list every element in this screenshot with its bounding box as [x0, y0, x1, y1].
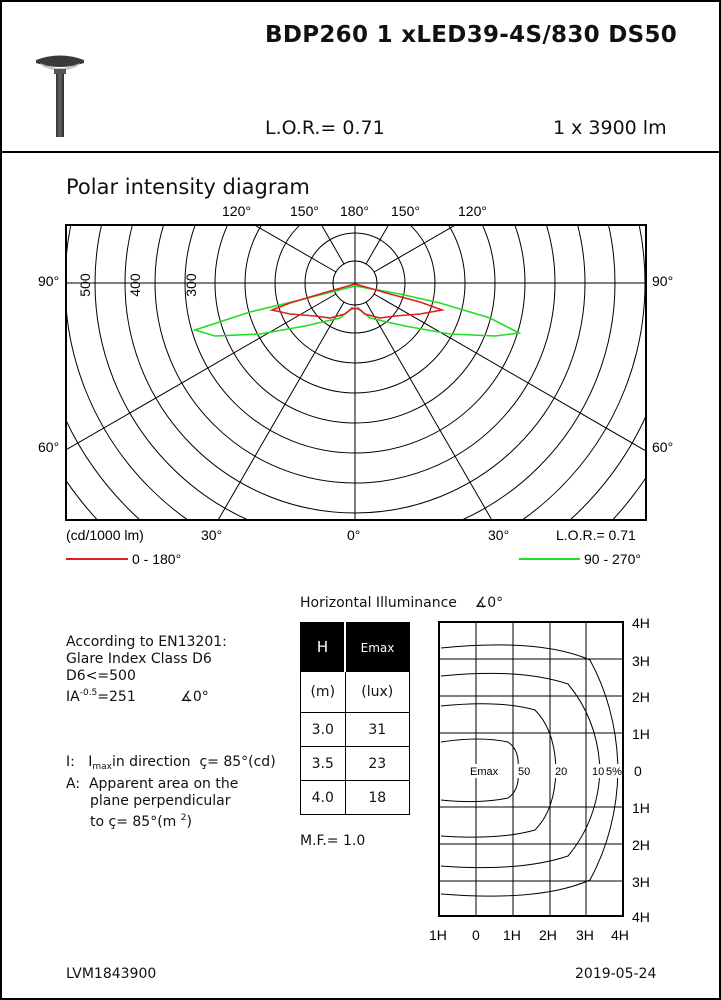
axis-label-right: 3H — [632, 653, 650, 669]
doc-date: 2019-05-24 — [575, 966, 657, 982]
glare-ia: $IA^{-0.5}=251$ ∡0° — [66, 688, 209, 705]
angle-label-bottom: 0° — [347, 527, 361, 543]
angle-label-top: 150° — [391, 203, 420, 219]
radial-label: 300 — [183, 273, 199, 297]
glare-line: Glare Index Class D6 — [66, 651, 212, 667]
header-lumens: 1 x 3900 lm — [553, 117, 667, 139]
angle-label-top: 120° — [458, 203, 487, 219]
product-title: BDP260 1 xLED39-4S/830 DS50 — [265, 22, 678, 48]
glare-line: According to EN13201: — [66, 634, 227, 650]
note-a: A: Apparent area on the — [66, 776, 239, 792]
axis-label-right: 0 — [634, 763, 642, 779]
angle-label-bottom: 30° — [488, 527, 510, 543]
axis-label-right: 2H — [632, 837, 650, 853]
angle-label-bottom: 30° — [201, 527, 223, 543]
polar-unit: (cd/1000 lm) — [66, 527, 144, 543]
axis-label-bottom: 1H — [503, 927, 521, 943]
note-a-line: to ç= 85°(m $^2$) — [90, 813, 192, 830]
polar-lor: L.O.R.= 0.71 — [556, 527, 636, 543]
angle-label-top: 180° — [340, 203, 369, 219]
polar-title: Polar intensity diagram — [66, 175, 310, 199]
axis-label-right: 1H — [632, 726, 650, 742]
angle-label-side: 60° — [652, 439, 674, 455]
axis-label-bottom: 4H — [611, 927, 629, 943]
angle-label-side: 90° — [652, 273, 674, 289]
contour-label: Emax — [470, 766, 499, 778]
axis-label-bottom: 0 — [472, 927, 480, 943]
col-header-h: H — [301, 623, 346, 672]
axis-label-right: 4H — [632, 909, 650, 925]
contour-label: 50 — [518, 766, 531, 778]
axis-label-right: 4H — [632, 615, 650, 631]
legend-red-label: 0 - 180° — [132, 551, 182, 567]
note-a-line: plane perpendicular — [90, 793, 231, 809]
axis-label-bottom: 3H — [576, 927, 594, 943]
doc-id: LVM1843900 — [66, 966, 157, 982]
table-row: 3.5 23 — [301, 747, 410, 781]
contour-label: 5% — [606, 766, 622, 778]
contour-label: 10 — [592, 766, 605, 778]
axis-label-right: 2H — [632, 689, 650, 705]
table-row: 4.0 18 — [301, 781, 410, 815]
legend-green-label: 90 - 270° — [584, 551, 641, 567]
angle-symbol-icon: ∡ — [474, 595, 488, 611]
contour-label: 20 — [555, 766, 568, 778]
axis-label-bottom: 1H — [429, 927, 447, 943]
gamma-symbol-icon: ç — [108, 814, 117, 830]
axis-label-bottom: 2H — [539, 927, 557, 943]
angle-label-top: 120° — [222, 203, 251, 219]
radial-label: 500 — [77, 273, 93, 297]
unit-h: (m) — [301, 672, 346, 713]
angle-label-side: 60° — [38, 439, 60, 455]
angle-label-top: 150° — [290, 203, 319, 219]
header-lor: L.O.R.= 0.71 — [265, 117, 385, 139]
angle-label-side: 90° — [38, 273, 60, 289]
unit-e: (lux) — [345, 672, 410, 713]
axis-label-right: 1H — [632, 800, 650, 816]
note-i: I: $I_{max}in$ direction ç= 85°(cd) — [66, 754, 276, 772]
table-row: 3.0 31 — [301, 713, 410, 747]
maintenance-factor: M.F.= 1.0 — [300, 833, 366, 849]
illuminance-title: Horizontal Illuminance ∡0° — [300, 595, 504, 611]
radial-label: 400 — [127, 273, 143, 297]
glare-line: D6<=500 — [66, 668, 136, 684]
gamma-symbol-icon: ç — [199, 754, 208, 770]
col-header-emax: Emax — [345, 623, 410, 672]
angle-symbol-icon: ∡ — [180, 689, 193, 705]
axis-label-right: 3H — [632, 874, 650, 890]
